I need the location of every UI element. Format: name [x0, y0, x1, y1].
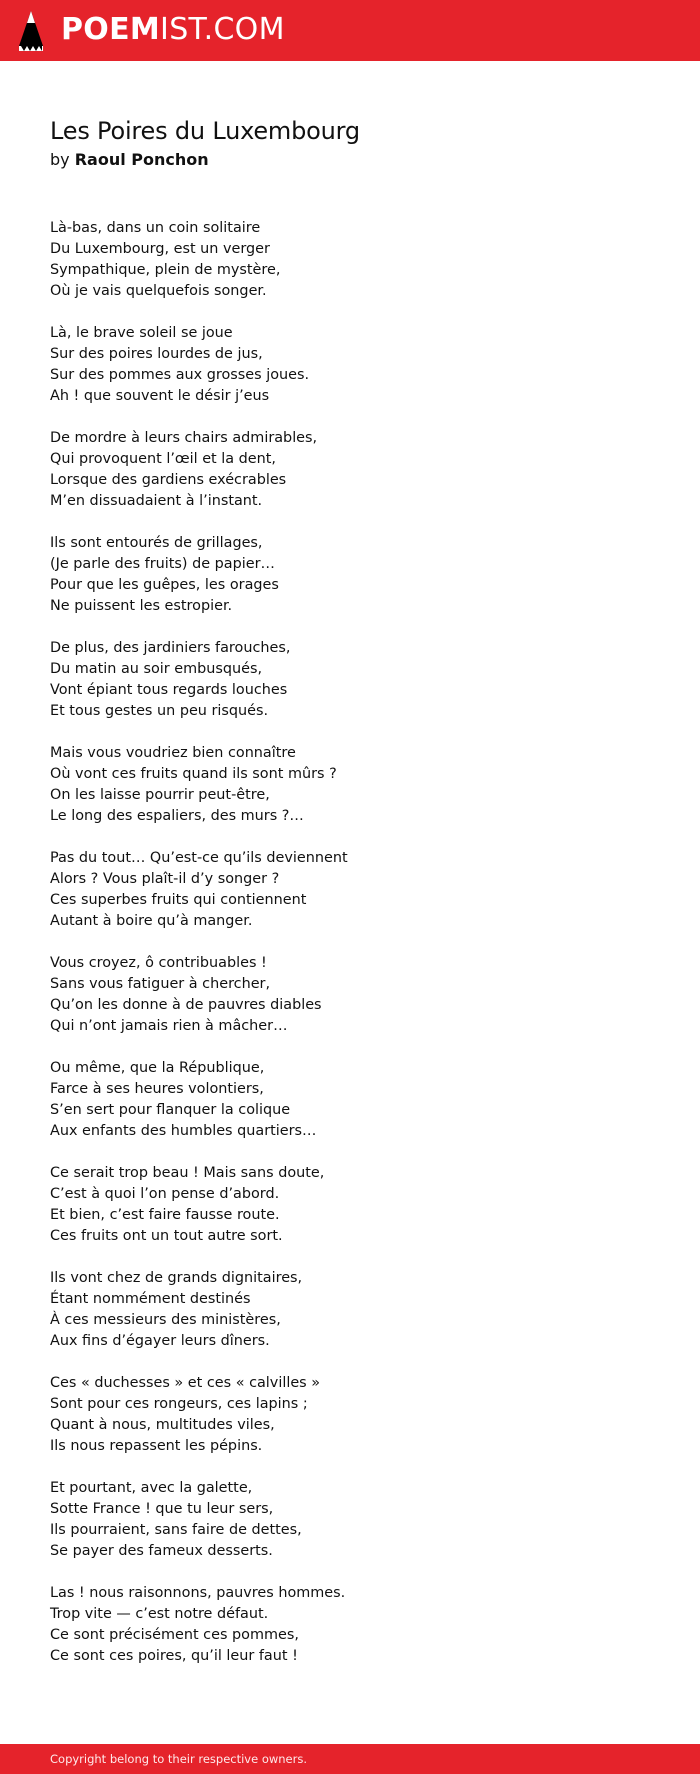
poem-title: Les Poires du Luxembourg: [50, 117, 360, 145]
poem-line: Ils pourraient, sans faire de dettes,: [50, 1522, 302, 1538]
poem-line: Du Luxembourg, est un verger: [50, 241, 270, 257]
stanza: [50, 1058, 650, 1142]
poem-line: Alors ? Vous plaît-il d’y songer ?: [50, 871, 280, 887]
poem-line: Ces « duchesses » et ces « calvilles »: [50, 1375, 321, 1391]
poem-heading: [50, 114, 650, 171]
poem-line: Là-bas, dans un coin solitaire: [50, 220, 261, 236]
poem-line: On les laisse pourrir peut-être,: [50, 787, 270, 803]
poem-line: Et pourtant, avec la galette,: [50, 1480, 253, 1496]
poem-line: Qu’on les donne à de pauvres diables: [50, 997, 322, 1013]
stanza: [50, 848, 650, 932]
poem-line: Ils sont entourés de grillages,: [50, 535, 263, 551]
poem-line: Ce serait trop beau ! Mais sans doute,: [50, 1165, 325, 1181]
stanza: [50, 428, 650, 512]
stanza: [50, 1163, 650, 1247]
poem-line: (Je parle des fruits) de papier…: [50, 556, 275, 572]
stanza: [50, 1373, 650, 1457]
poem-line: Qui n’ont jamais rien à mâcher…: [50, 1018, 288, 1034]
poem-line: Le long des espaliers, des murs ?…: [50, 808, 304, 824]
by-prefix: by: [50, 150, 70, 169]
copyright-text: Copyright belong to their respective owners.: [50, 1752, 308, 1766]
stanza: [50, 1583, 650, 1667]
poem-line: De plus, des jardiniers farouches,: [50, 640, 291, 656]
poem-line: Sur des pommes aux grosses joues.: [50, 367, 310, 383]
poem-line: Ces fruits ont un tout autre sort.: [50, 1228, 283, 1244]
poem-line: S’en sert pour flanquer la colique: [50, 1102, 291, 1118]
poem-line: Ils nous repassent les pépins.: [50, 1438, 263, 1454]
poem-line: C’est à quoi l’on pense d’abord.: [50, 1186, 280, 1202]
stanza: [50, 1478, 650, 1562]
poem-line: Du matin au soir embusqués,: [50, 661, 263, 677]
poem-line: Pour que les guêpes, les orages: [50, 577, 279, 593]
pen-nib-icon[interactable]: [18, 10, 44, 51]
poem-line: Et bien, c’est faire fausse route.: [50, 1207, 280, 1223]
poem-line: Ou même, que la République,: [50, 1060, 265, 1076]
stanza: [50, 953, 650, 1037]
site-footer: [0, 1744, 700, 1774]
poem-line: Ce sont ces poires, qu’il leur faut !: [50, 1648, 298, 1664]
poem-line: Vous croyez, ô contribuables !: [50, 955, 267, 971]
stanza: [50, 218, 650, 302]
poem-line: Là, le brave soleil se joue: [50, 325, 233, 341]
poem-line: À ces messieurs des ministères,: [50, 1312, 281, 1328]
poem-line: De mordre à leurs chairs admirables,: [50, 430, 318, 446]
poem-body: [50, 218, 650, 1688]
poem-line: Sans vous fatiguer à chercher,: [50, 976, 271, 992]
stanza: [50, 1268, 650, 1352]
poem-line: Sont pour ces rongeurs, ces lapins ;: [50, 1396, 308, 1412]
poem-line: Lorsque des gardiens exécrables: [50, 472, 287, 488]
poem-line: Sympathique, plein de mystère,: [50, 262, 281, 278]
brand-light: IST.COM: [160, 12, 285, 47]
poem-line: Aux enfants des humbles quartiers…: [50, 1123, 317, 1139]
poem-line: Las ! nous raisonnons, pauvres hommes.: [50, 1585, 346, 1601]
stanza: [50, 533, 650, 617]
poem-line: Pas du tout… Qu’est-ce qu’ils deviennent: [50, 850, 348, 866]
brand-bold: POEM: [61, 12, 161, 47]
poem-line: Sur des poires lourdes de jus,: [50, 346, 263, 362]
poem-line: M’en dissuadaient à l’instant.: [50, 493, 263, 509]
poem-line: Autant à boire qu’à manger.: [50, 913, 253, 929]
stanza: [50, 743, 650, 827]
poem-line: Où je vais quelquefois songer.: [50, 283, 267, 299]
poem-line: Trop vite — c’est notre défaut.: [50, 1606, 269, 1622]
poem-line: Ces superbes fruits qui contiennent: [50, 892, 307, 908]
site-header: [0, 0, 700, 61]
byline: [50, 149, 650, 171]
poem-line: Et tous gestes un peu risqués.: [50, 703, 269, 719]
stanza: [50, 638, 650, 722]
stanza: [50, 323, 650, 407]
poem-line: Ah ! que souvent le désir j’eus: [50, 388, 270, 404]
poem-line: Vont épiant tous regards louches: [50, 682, 288, 698]
poem-line: Sotte France ! que tu leur sers,: [50, 1501, 274, 1517]
poem-line: Où vont ces fruits quand ils sont mûrs ?: [50, 766, 337, 782]
poem-line: Farce à ses heures volontiers,: [50, 1081, 264, 1097]
poem-line: Se payer des fameux desserts.: [50, 1543, 273, 1559]
poem-line: Quant à nous, multitudes viles,: [50, 1417, 275, 1433]
poem-line: Ils vont chez de grands dignitaires,: [50, 1270, 303, 1286]
poem-line: Étant nommément destinés: [50, 1291, 251, 1307]
poem-line: Ce sont précisément ces pommes,: [50, 1627, 299, 1643]
poem-line: Mais vous voudriez bien connaître: [50, 745, 296, 761]
poem-line: Aux fins d’égayer leurs dîners.: [50, 1333, 270, 1349]
poem-line: Qui provoquent l’œil et la dent,: [50, 451, 276, 467]
poem-line: Ne puissent les estropier.: [50, 598, 233, 614]
site-logo[interactable]: [61, 13, 285, 47]
author-name[interactable]: Raoul Ponchon: [74, 150, 209, 169]
